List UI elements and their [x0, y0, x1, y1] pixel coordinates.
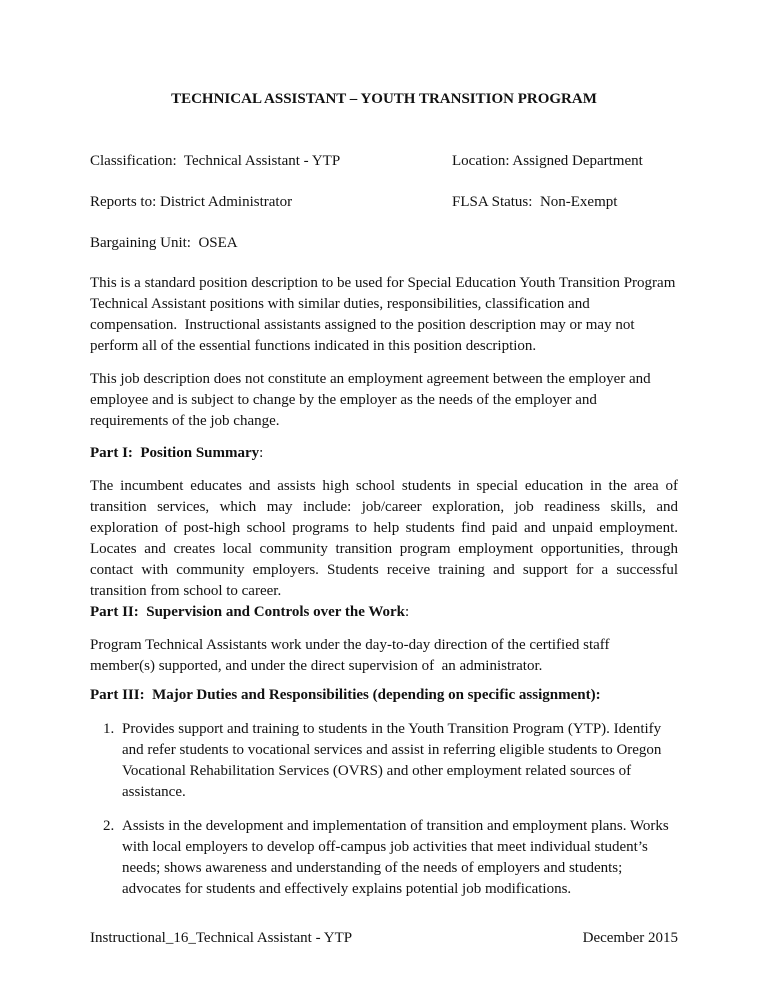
- intro-paragraph-1: This is a standard position description to be used for Special Education Youth Transition Program Technical Assistant positions with similar duties, responsibilities, classification and compensation. Instructional assistants assigned to the position description may or may not perform all of the essential functions indicated in this position description.: [90, 275, 679, 354]
- footer-document-id: Instructional_16_Technical Assistant - YTP: [90, 930, 353, 946]
- part1-heading: [90, 443, 678, 464]
- part3-heading: [90, 685, 678, 706]
- duty-item-2: [90, 816, 678, 900]
- flsa-status-field: FLSA Status: Non-Exempt: [452, 194, 618, 210]
- part1-heading-bold: Part I: Position Summary: [90, 445, 260, 461]
- part2-heading: [90, 602, 678, 623]
- part2-heading-colon: :: [405, 604, 410, 620]
- duty-text-1: Provides support and training to students in the Youth Transition Program (YTP). Identify and refer students to vocational services and assist in referring eligible students to Oregon Vocational Rehabilitation Services (OVRS) and other employment related sources of assistance.: [122, 721, 665, 800]
- part2-heading-bold: Part II: Supervision and Controls over the Work: [90, 604, 406, 620]
- location-field: Location: Assigned Department: [452, 153, 643, 169]
- page-footer: [90, 928, 678, 949]
- part2-body: Program Technical Assistants work under the day-to-day direction of the certified staff member(s) supported, and under the direct supervision of an administrator.: [90, 637, 614, 674]
- meta-row-classification-location: [90, 151, 678, 172]
- meta-row-reports-flsa: [90, 192, 678, 213]
- duty-text-2: Assists in the development and implementation of transition and employment plans. Works with local employers to develop off-campus job activities that meet individual student’s needs; shows awareness and understanding of the needs of employers and students; advocates for students and effectively explains potential job modifications.: [122, 818, 673, 897]
- part3-heading-bold: Part III: Major Duties and Responsibilities (depending on specific assignment):: [90, 687, 601, 703]
- reports-to-field: Reports to: District Administrator: [90, 194, 293, 210]
- document-title: TECHNICAL ASSISTANT – YOUTH TRANSITION PROGRAM: [171, 91, 597, 107]
- footer-date: December 2015: [582, 930, 678, 946]
- duty-number-2: 2.: [103, 818, 115, 834]
- meta-row-bargaining-unit: [90, 233, 678, 254]
- part1-heading-colon: :: [259, 445, 264, 461]
- duty-item-1: [90, 719, 678, 803]
- bargaining-unit-field: Bargaining Unit: OSEA: [90, 235, 238, 251]
- duties-list: [90, 719, 678, 900]
- intro-paragraph-2: This job description does not constitute an employment agreement between the employer and employee and is subject to change by the employer as the needs of the employer and requirements of the job change.: [90, 371, 655, 429]
- part1-body: The incumbent educates and assists high school students in special education in the area of transition services, which may include: job/career exploration, job readiness skills, and exploration of post-high school programs to help students find paid and unpaid employment. Locates and creates local community transition program employment opportunities, through contact with community employers. Students receive training and support for a successful transition from school to career.: [90, 478, 678, 599]
- classification-field: Classification: Technical Assistant - YTP: [90, 153, 341, 169]
- duty-number-1: 1.: [103, 721, 115, 737]
